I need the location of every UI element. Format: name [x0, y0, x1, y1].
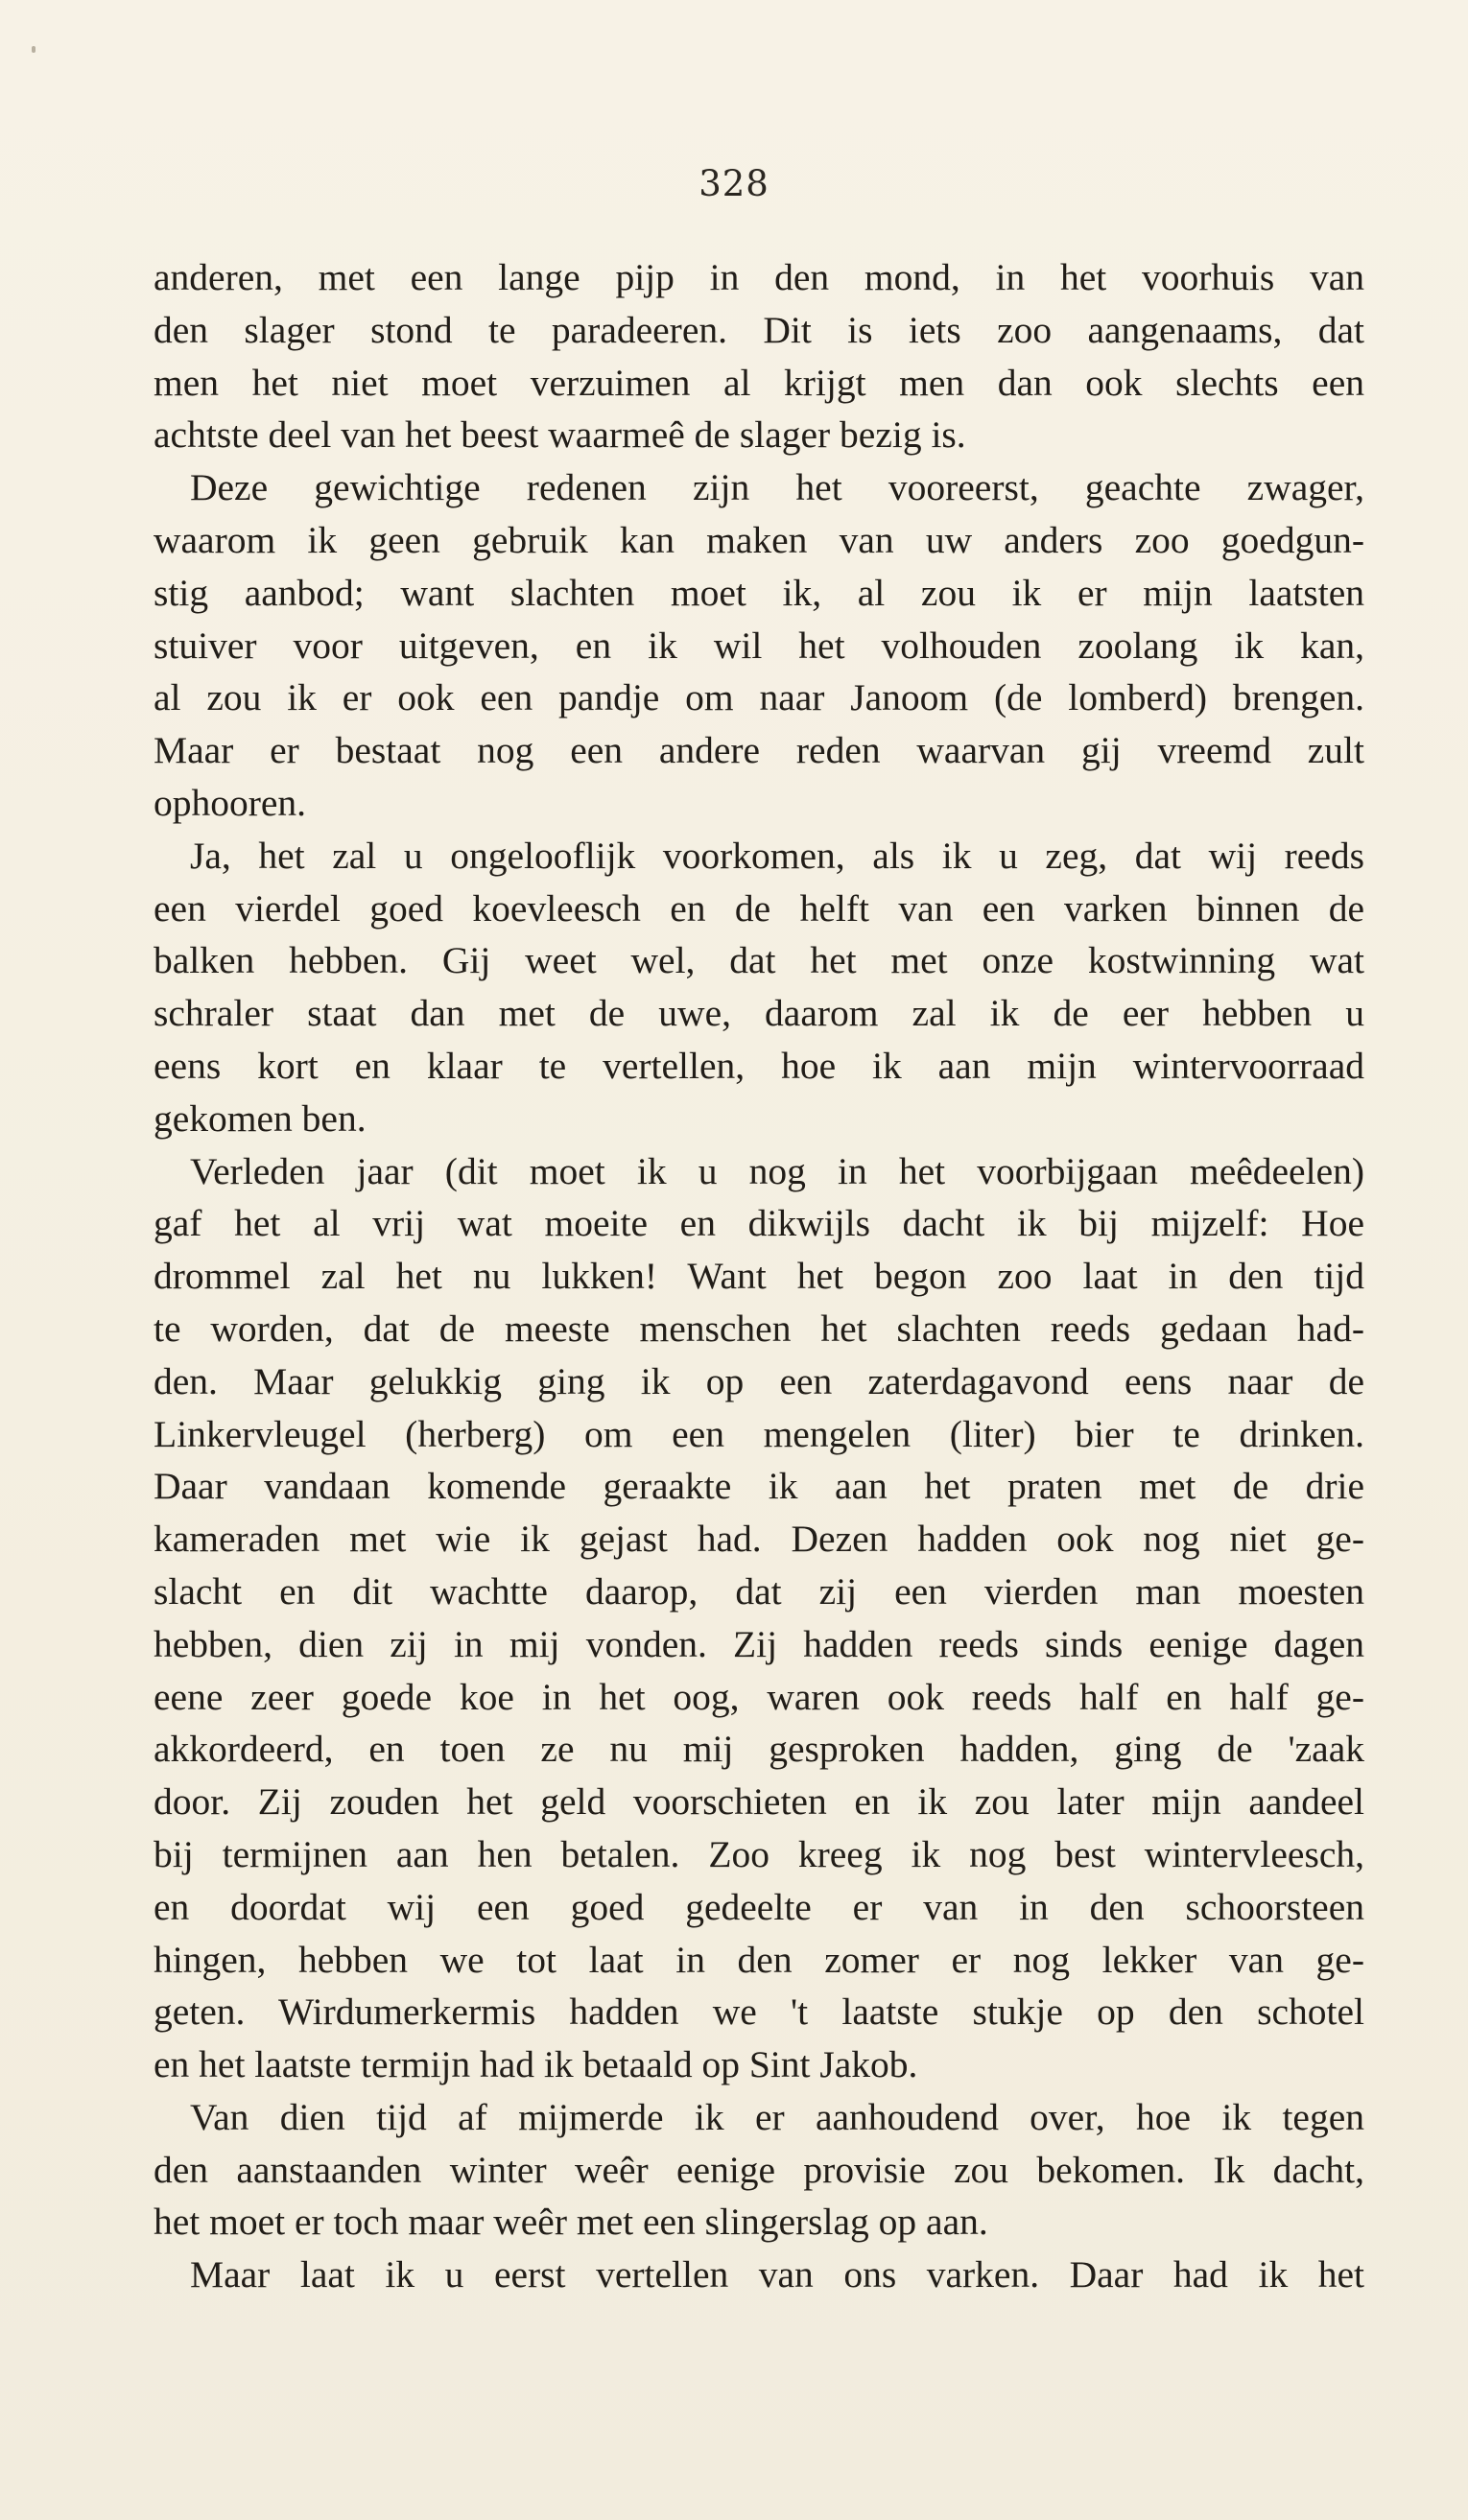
text-line: den aanstaanden winter weêr eenige provisie zou bekomen. Ik dacht,: [154, 2148, 1364, 2191]
text-line: den. Maar gelukkig ging ik op een zaterdagavond eens naar de: [154, 1359, 1364, 1402]
paper-speck: [32, 46, 36, 53]
text-line: Linkervleugel (herberg) om een mengelen (liter) bier te drinken.: [154, 1412, 1364, 1455]
paragraph: [154, 251, 1364, 461]
page-number: 328: [698, 163, 770, 204]
text-line: den slager stond te paradeeren. Dit is iets zoo aangenaams, dat: [154, 308, 1364, 351]
text-line: waarom ik geen gebruik kan maken van uw anders zoo goedgun-: [154, 518, 1364, 561]
paragraph: [154, 2091, 1364, 2249]
text-line: eene zeer goede koe in het oog, waren ook reeds half en half ge-: [154, 1675, 1364, 1718]
text-line: gaf het al vrij wat moeite en dikwijls dacht ik bij mijzelf: Hoe: [154, 1202, 1364, 1245]
text-line: achtste deel van het beest waarmeê de slager bezig is.: [154, 413, 966, 457]
text-line: schraler staat dan met de uwe, daarom zal ik de eer hebben u: [154, 992, 1364, 1035]
text-line: en het laatste termijn had ik betaald op Sint Jakob.: [154, 2043, 918, 2086]
text-line: kameraden met wie ik gejast had. Dezen hadden ook nog niet ge-: [154, 1518, 1364, 1561]
paragraph: [154, 1145, 1364, 2091]
text-line: het moet er toch maar weêr met een slingerslag op aan.: [154, 2201, 988, 2244]
text-line: al zou ik er ook een pandje om naar Janoom (de lomberd) brengen.: [154, 676, 1364, 719]
text-line: akkordeerd, en toen ze nu mij gesproken hadden, ging de 'zaak: [154, 1728, 1364, 1771]
text-line: stuiver voor uitgeven, en ik wil het volhouden zoolang ik kan,: [154, 624, 1364, 667]
text-line: hebben, dien zij in mij vonden. Zij hadden reeds sinds eenige dagen: [154, 1622, 1364, 1665]
text-line: Ja, het zal u ongelooflijk voorkomen, als ik u zeg, dat wij reeds: [190, 834, 1364, 877]
text-line: een vierdel goed koevleesch en de helft van een varken binnen de: [154, 886, 1364, 930]
text-line: Deze gewichtige redenen zijn het vooreerst, geachte zwager,: [190, 466, 1364, 509]
text-line: door. Zij zouden het geld voorschieten en ik zou later mijn aandeel: [154, 1780, 1364, 1824]
text-line: te worden, dat de meeste menschen het slachten reeds gedaan had-: [154, 1307, 1364, 1350]
text-line: Maar er bestaat nog een andere reden waarvan gij vreemd zult: [154, 729, 1364, 772]
text-line: drommel zal het nu lukken! Want het begon zoo laat in den tijd: [154, 1255, 1364, 1298]
text-line: geten. Wirdumerkermis hadden we 't laatste stukje op den schotel: [154, 1990, 1364, 2034]
text-line: slacht en dit wachtte daarop, dat zij een vierden man moesten: [154, 1569, 1364, 1613]
text-line: men het niet moet verzuimen al krijgt men dan ook slechts een: [154, 361, 1364, 404]
paragraph: [154, 461, 1364, 830]
body-text: [154, 251, 1364, 2301]
text-line: Verleden jaar (dit moet ik u nog in het voorbijgaan meêdeelen): [190, 1149, 1364, 1192]
text-line: stig aanbod; want slachten moet ik, al zou ik er mijn laatsten: [154, 571, 1364, 614]
text-line: eens kort en klaar te vertellen, hoe ik aan mijn wintervoorraad: [154, 1044, 1364, 1087]
text-line: Van dien tijd af mijmerde ik er aanhoudend over, hoe ik tegen: [190, 2095, 1364, 2138]
text-line: en doordat wij een goed gedeelte er van in den schoorsteen: [154, 1885, 1364, 1928]
text-line: balken hebben. Gij weet wel, dat het met onze kostwinning wat: [154, 939, 1364, 982]
text-line: hingen, hebben we tot laat in den zomer er nog lekker van ge-: [154, 1938, 1364, 1981]
text-line: gekomen ben.: [154, 1096, 367, 1140]
text-line: Daar vandaan komende geraakte ik aan het praten met de drie: [154, 1465, 1364, 1508]
text-line: anderen, met een lange pijp in den mond, in het voorhuis van: [154, 256, 1364, 298]
paragraph: [154, 2249, 1364, 2301]
paragraph: [154, 830, 1364, 1145]
text-line: ophooren.: [154, 781, 307, 824]
text-line: bij termijnen aan hen betalen. Zoo kreeg ik nog best wintervleesch,: [154, 1832, 1364, 1875]
text-line: Maar laat ik u eerst vertellen van ons varken. Daar had ik het: [190, 2253, 1364, 2296]
